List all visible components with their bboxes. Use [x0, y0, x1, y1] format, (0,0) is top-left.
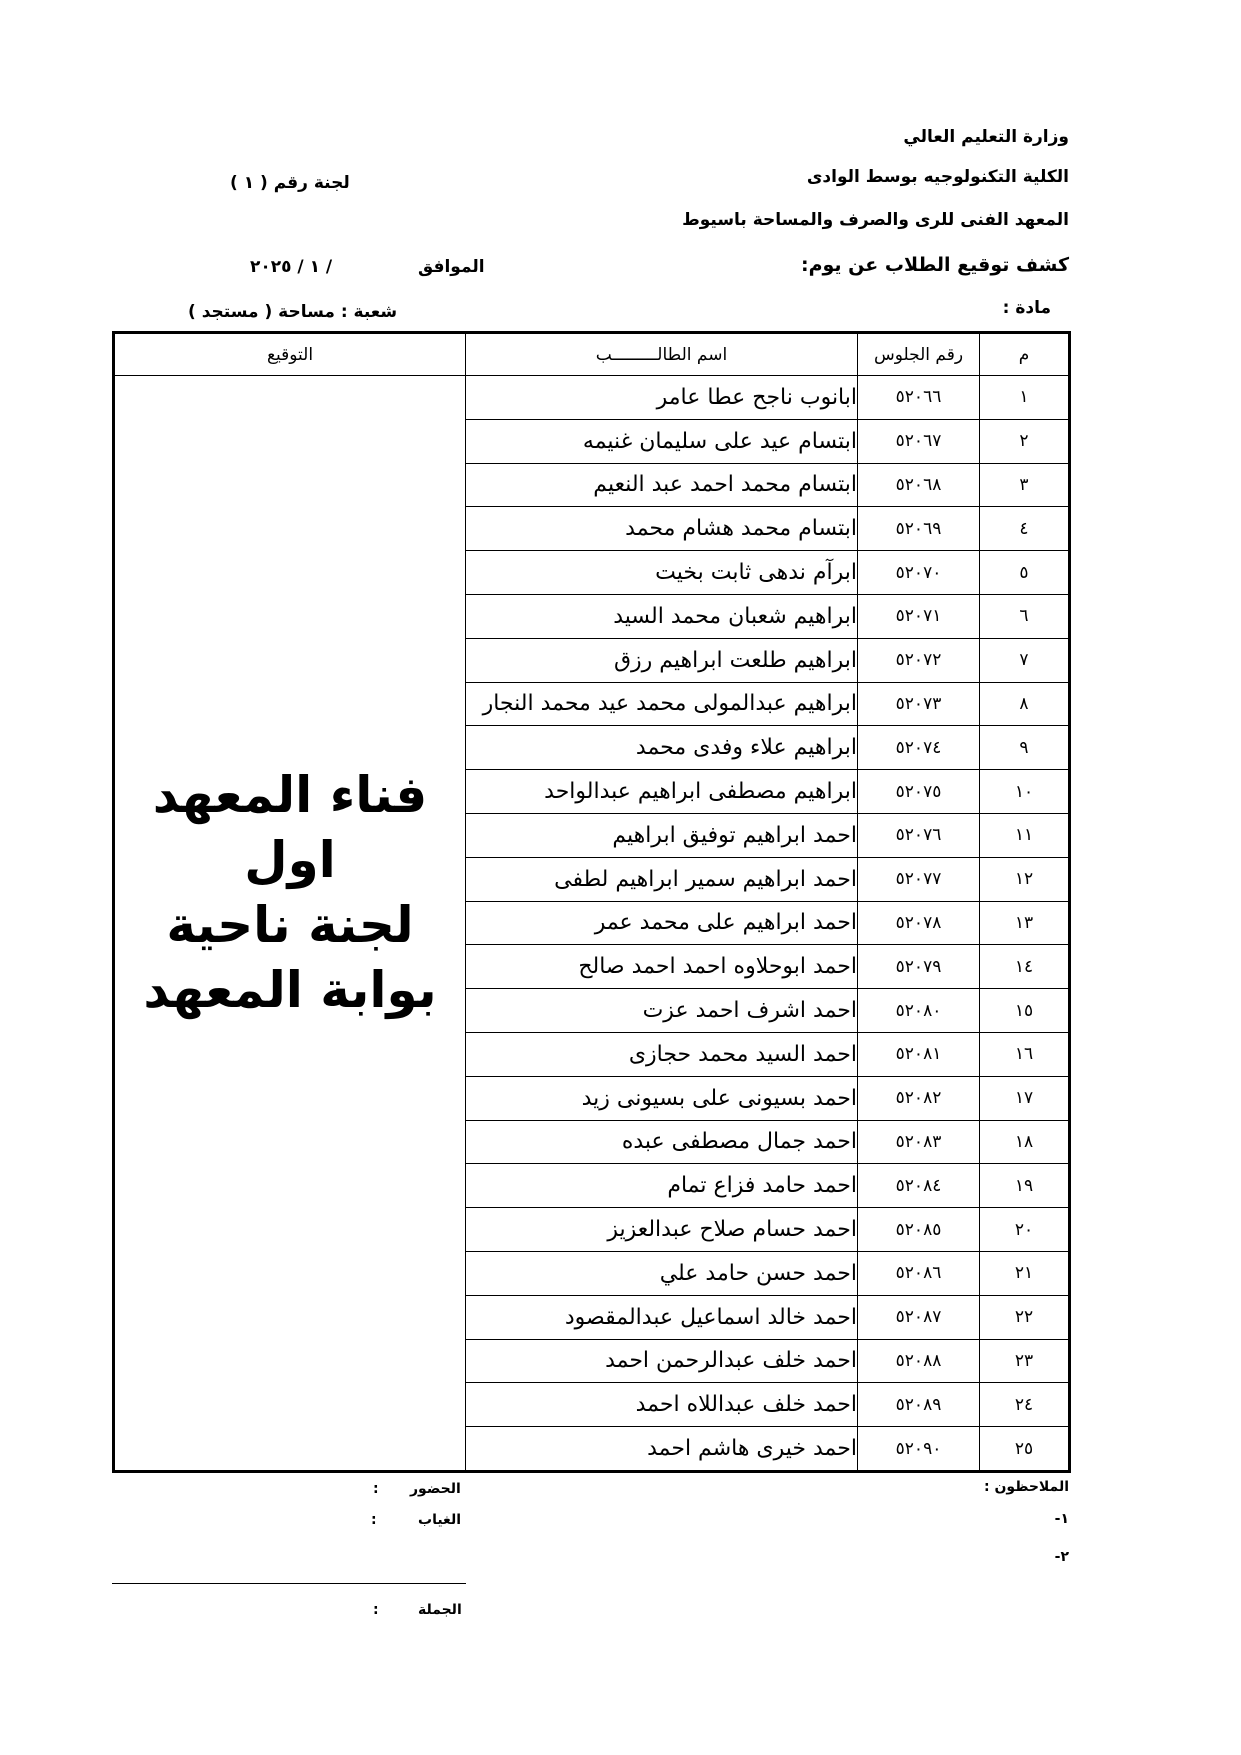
row-seat-number: ٥٢٠٨٩ [858, 1383, 980, 1427]
row-seat-number: ٥٢٠٧٢ [858, 638, 980, 682]
row-student-name: احمد ابراهيم على محمد عمر [466, 901, 858, 945]
row-seat-number: ٥٢٠٨٢ [858, 1076, 980, 1120]
row-index: ١٥ [980, 989, 1070, 1033]
row-index: ٢٤ [980, 1383, 1070, 1427]
header-signature: التوقيع [114, 333, 466, 376]
row-index: ١ [980, 376, 1070, 420]
row-index: ١٦ [980, 1032, 1070, 1076]
row-seat-number: ٥٢٠٨٧ [858, 1295, 980, 1339]
row-seat-number: ٥٢٠٨٥ [858, 1208, 980, 1252]
row-student-name: احمد خالد اسماعيل عبدالمقصود [466, 1295, 858, 1339]
row-seat-number: ٥٢٠٧٨ [858, 901, 980, 945]
attendance-colon: : [373, 1481, 379, 1497]
row-student-name: احمد حسن حامد علي [466, 1251, 858, 1295]
total-label: الجملة [418, 1602, 462, 1618]
row-student-name: احمد ابوحلاوه احمد احمد صالح [466, 945, 858, 989]
row-index: ١٨ [980, 1120, 1070, 1164]
row-index: ٤ [980, 507, 1070, 551]
row-index: ٢٥ [980, 1427, 1070, 1472]
row-seat-number: ٥٢٠٧٦ [858, 813, 980, 857]
row-index: ١٩ [980, 1164, 1070, 1208]
row-seat-number: ٥٢٠٧٩ [858, 945, 980, 989]
row-student-name: احمد حامد فزاع تمام [466, 1164, 858, 1208]
row-index: ٢٠ [980, 1208, 1070, 1252]
row-seat-number: ٥٢٠٦٩ [858, 507, 980, 551]
header-seat-number: رقم الجلوس [858, 333, 980, 376]
row-index: ١١ [980, 813, 1070, 857]
institute-title: المعهد الفنى للرى والصرف والمساحة باسيوط [682, 210, 1069, 230]
ministry-title: وزارة التعليم العالي [903, 127, 1069, 147]
row-index: ٥ [980, 551, 1070, 595]
signature-column [114, 376, 466, 1472]
row-seat-number: ٥٢٠٨٣ [858, 1120, 980, 1164]
row-student-name: احمد حسام صلاح عبدالعزيز [466, 1208, 858, 1252]
row-index: ٢٣ [980, 1339, 1070, 1383]
header-index: م [980, 333, 1070, 376]
row-seat-number: ٥٢٠٨١ [858, 1032, 980, 1076]
row-index: ٢٢ [980, 1295, 1070, 1339]
row-student-name: احمد جمال مصطفى عبده [466, 1120, 858, 1164]
row-student-name: ابتسام محمد احمد عبد النعيم [466, 463, 858, 507]
row-student-name: ابراهيم عبدالمولى محمد عيد محمد النجار [466, 682, 858, 726]
location-note-line: فناء المعهد اول [152, 765, 428, 889]
row-seat-number: ٥٢٠٧٧ [858, 857, 980, 901]
total-colon: : [373, 1602, 379, 1618]
sheet-title: كشف توقيع الطلاب عن يوم: [800, 254, 1069, 276]
row-student-name: ابرآم ندهى ثابت بخيت [466, 551, 858, 595]
row-seat-number: ٥٢٠٧١ [858, 594, 980, 638]
row-index: ١٢ [980, 857, 1070, 901]
row-index: ٦ [980, 594, 1070, 638]
header-student-name: اسم الطالـــــــــب [466, 333, 858, 376]
row-seat-number: ٥٢٠٩٠ [858, 1427, 980, 1472]
row-seat-number: ٥٢٠٧٠ [858, 551, 980, 595]
row-index: ٣ [980, 463, 1070, 507]
row-student-name: ابانوب ناجح عطا عامر [466, 376, 858, 420]
date-label: الموافق [418, 257, 485, 277]
location-note-line: لجنة ناحية [166, 895, 414, 954]
committee-number: لجنة رقم ( ١ ) [230, 173, 350, 193]
row-index: ١٠ [980, 770, 1070, 814]
row-seat-number: ٥٢٠٦٦ [858, 376, 980, 420]
row-student-name: ابتسام محمد هشام محمد [466, 507, 858, 551]
row-index: ٩ [980, 726, 1070, 770]
table-row [114, 376, 1070, 420]
absence-label: الغياب [418, 1512, 461, 1528]
subject-label: مادة : [1002, 298, 1051, 318]
row-index: ٢ [980, 419, 1070, 463]
row-student-name: احمد ابراهيم توفيق ابراهيم [466, 813, 858, 857]
college-title: الكلية التكنولوجيه بوسط الوادى [806, 167, 1069, 187]
row-seat-number: ٥٢٠٨٠ [858, 989, 980, 1033]
row-student-name: احمد ابراهيم سمير ابراهيم لطفى [466, 857, 858, 901]
row-student-name: ابراهيم علاء وفدى محمد [466, 726, 858, 770]
location-note-line: بوابة المعهد [143, 960, 437, 1019]
row-index: ١٤ [980, 945, 1070, 989]
row-seat-number: ٥٢٠٦٨ [858, 463, 980, 507]
row-index: ٧ [980, 638, 1070, 682]
division-label: شعبة : مساحة ( مستجد ) [188, 302, 398, 322]
footer-divider [112, 1583, 466, 1584]
row-seat-number: ٥٢٠٧٤ [858, 726, 980, 770]
notes-label: الملاحظون : [984, 1479, 1069, 1495]
row-seat-number: ٥٢٠٧٣ [858, 682, 980, 726]
row-index: ٨ [980, 682, 1070, 726]
row-student-name: احمد خلف عبدالرحمن احمد [466, 1339, 858, 1383]
row-seat-number: ٥٢٠٨٦ [858, 1251, 980, 1295]
row-student-name: ابراهيم شعبان محمد السيد [466, 594, 858, 638]
row-student-name: ابراهيم طلعت ابراهيم رزق [466, 638, 858, 682]
row-seat-number: ٥٢٠٨٨ [858, 1339, 980, 1383]
row-seat-number: ٥٢٠٨٤ [858, 1164, 980, 1208]
note-line-1: ١- [1054, 1511, 1069, 1527]
row-student-name: ابراهيم مصطفى ابراهيم عبدالواحد [466, 770, 858, 814]
student-signature-table [112, 331, 1071, 1473]
row-index: ١٣ [980, 901, 1070, 945]
row-seat-number: ٥٢٠٧٥ [858, 770, 980, 814]
location-note [115, 763, 465, 1023]
row-student-name: احمد خيرى هاشم احمد [466, 1427, 858, 1472]
row-index: ٢١ [980, 1251, 1070, 1295]
absence-colon: : [371, 1512, 377, 1528]
note-line-2: ٢- [1054, 1549, 1069, 1565]
row-student-name: ابتسام عيد على سليمان غنيمه [466, 419, 858, 463]
attendance-label: الحضور [410, 1481, 461, 1497]
row-seat-number: ٥٢٠٦٧ [858, 419, 980, 463]
row-student-name: احمد اشرف احمد عزت [466, 989, 858, 1033]
date-value: / ١ / ٢٠٢٥ [250, 257, 333, 277]
row-student-name: احمد بسيونى على بسيونى زيد [466, 1076, 858, 1120]
row-student-name: احمد السيد محمد حجازى [466, 1032, 858, 1076]
row-student-name: احمد خلف عبداللاه احمد [466, 1383, 858, 1427]
table-header-row [114, 333, 1070, 376]
row-index: ١٧ [980, 1076, 1070, 1120]
